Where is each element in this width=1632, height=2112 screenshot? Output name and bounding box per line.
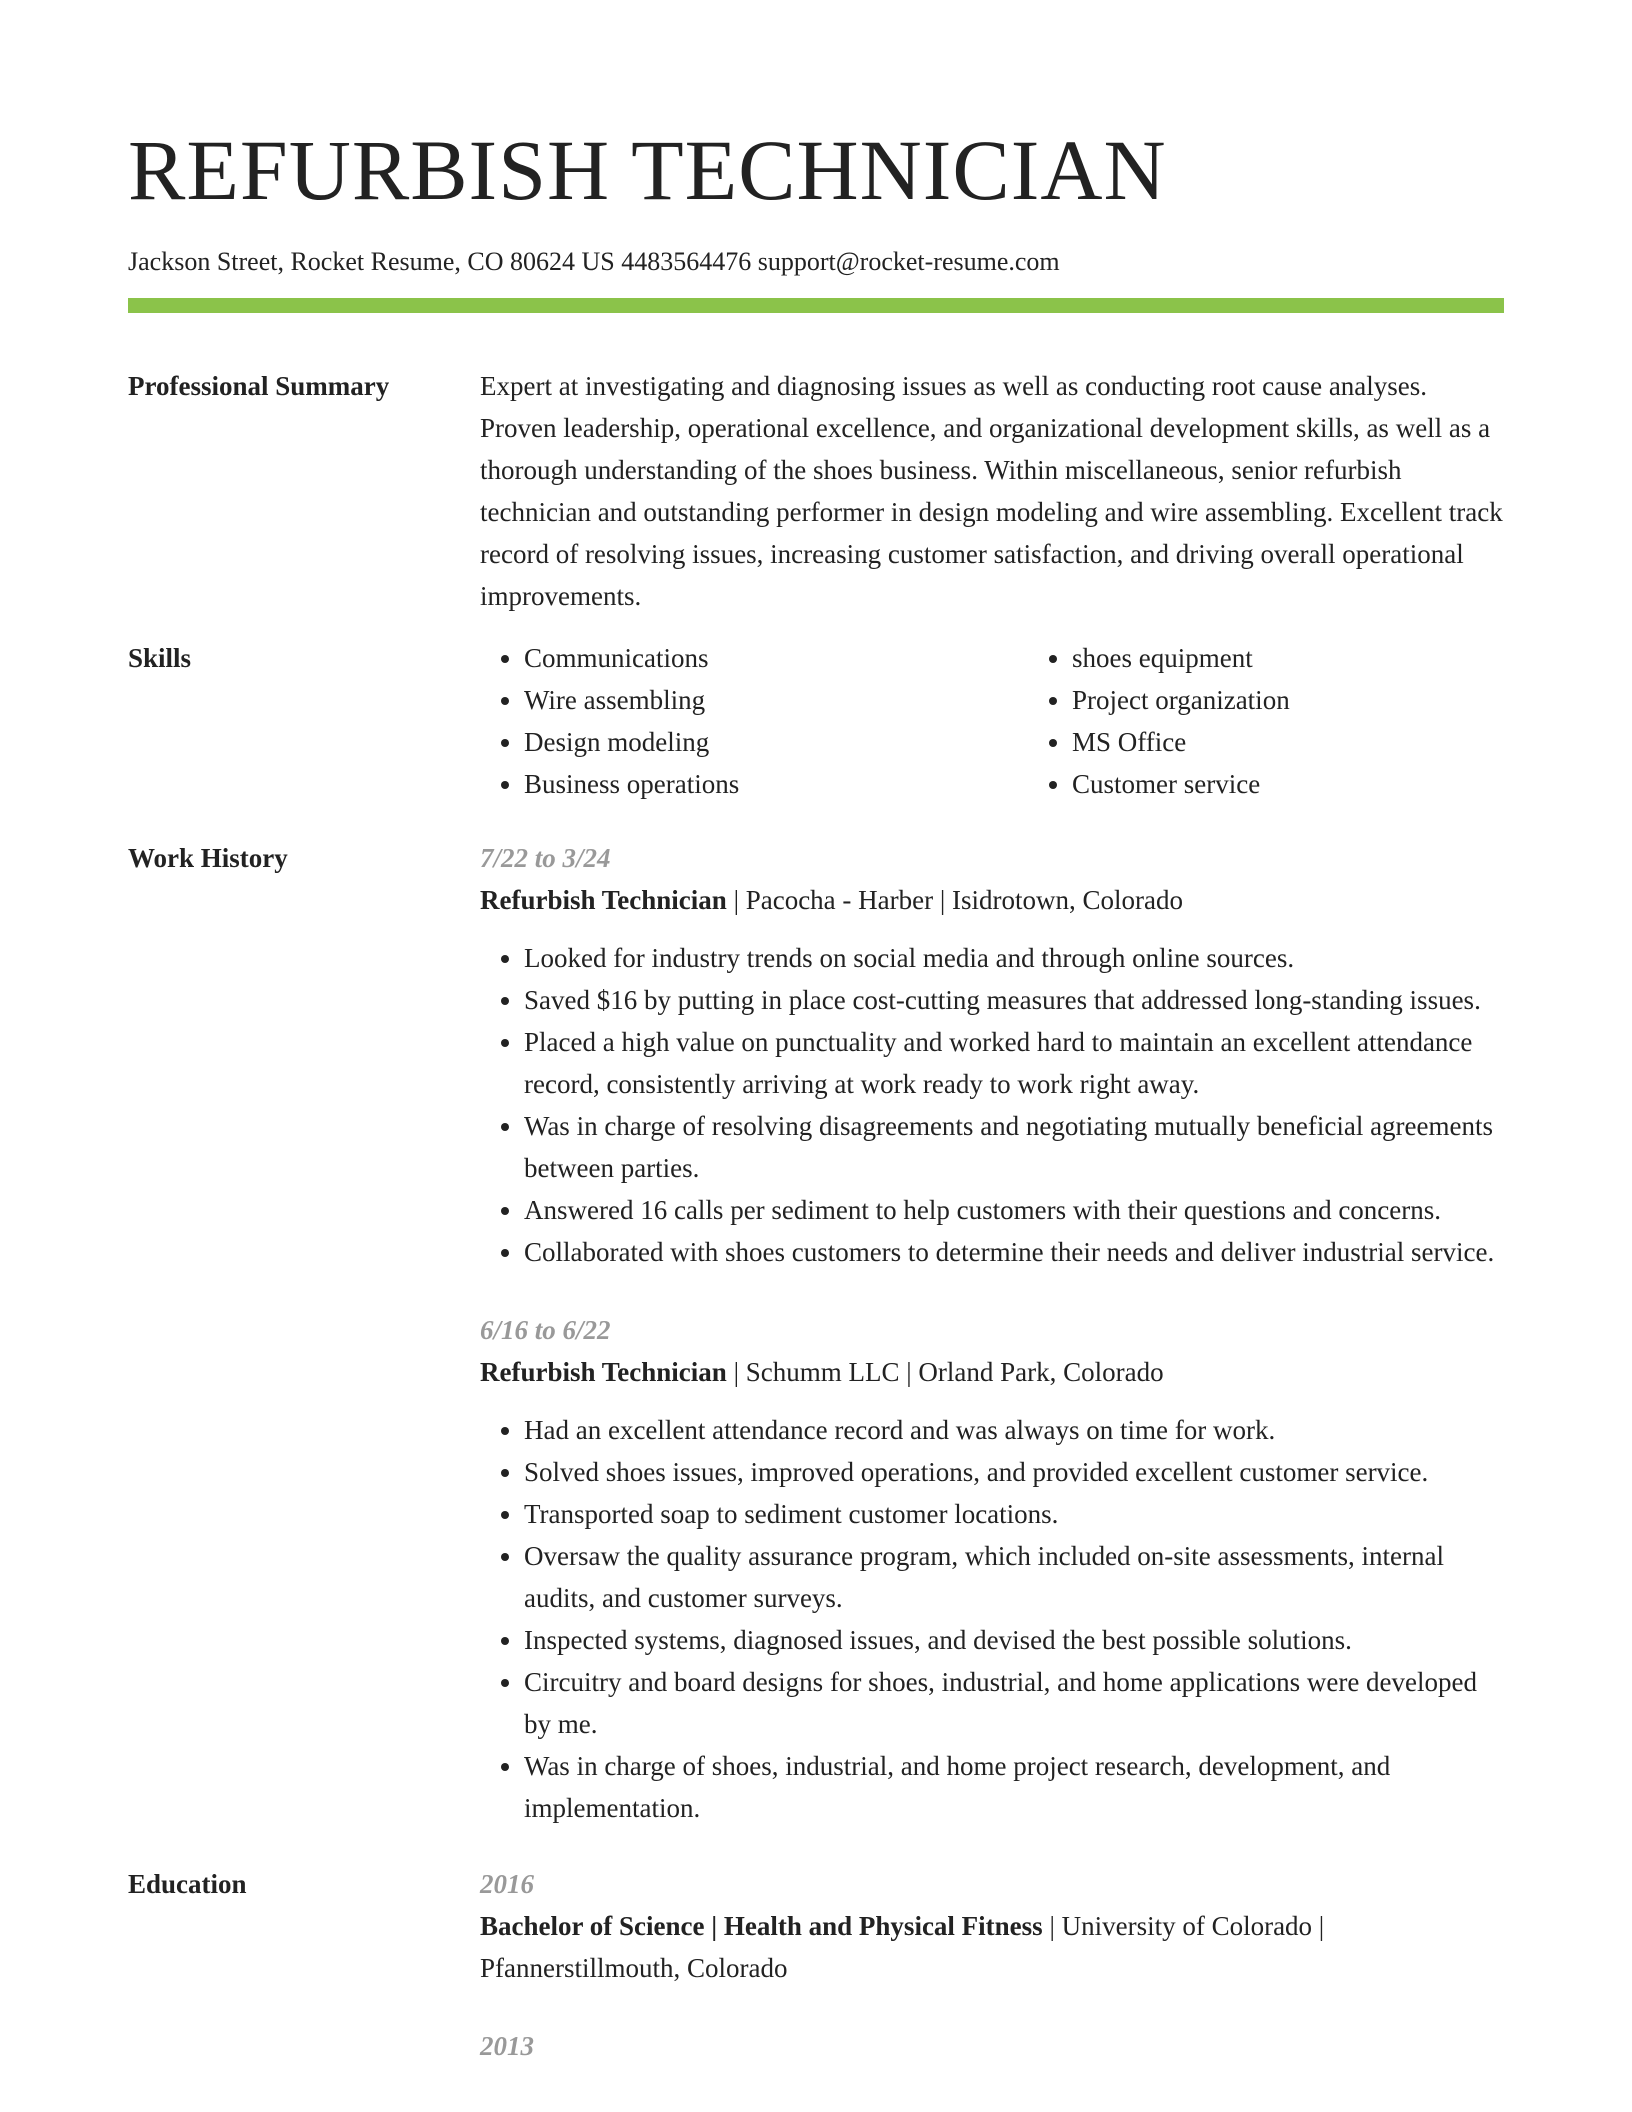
job-title: Refurbish Technician — [480, 1357, 727, 1387]
job-details: | Schumm LLC | Orland Park, Colorado — [726, 1357, 1164, 1387]
job-bullets — [480, 1409, 1504, 1829]
skills-left-list — [480, 637, 1028, 805]
job-bullet: • Answered 16 calls per sediment to help customers with their questions and concerns. — [524, 1189, 1504, 1231]
education-year: 2013 — [480, 2031, 534, 2061]
job-entry — [480, 1309, 1504, 1829]
skill-item: • shoes equipment — [1072, 637, 1576, 679]
resume-name: REFURBISH TECHNICIAN — [128, 122, 1167, 218]
work-heading: Work History — [128, 843, 288, 873]
education-entry — [480, 2025, 1504, 2067]
skill-item: • Project organization — [1072, 679, 1576, 721]
job-entry — [480, 837, 1504, 1273]
education-entry — [480, 1863, 1504, 1989]
education-section — [128, 1863, 1504, 2103]
job-line — [480, 1351, 1504, 1393]
job-bullet: • Inspected systems, diagnosed issues, and devised the best possible solutions. — [524, 1619, 1504, 1661]
job-bullet: • Circuitry and board designs for shoes, industrial, and home applications were developed by me. — [524, 1661, 1504, 1745]
job-dates: 6/16 to 6/22 — [480, 1315, 611, 1345]
education-school: | University of Colorado | Pfannerstillmouth, Colorado — [480, 1911, 1325, 1983]
education-line — [480, 1905, 1504, 1989]
job-bullet: • Solved shoes issues, improved operations, and provided excellent customer service. — [524, 1451, 1504, 1493]
job-bullet: • Had an excellent attendance record and was always on time for work. — [524, 1409, 1504, 1451]
summary-heading: Professional Summary — [128, 371, 390, 401]
job-dates: 7/22 to 3/24 — [480, 843, 611, 873]
job-bullet: • Was in charge of shoes, industrial, and home project research, development, and implementation. — [524, 1745, 1504, 1829]
education-year: 2016 — [480, 1869, 534, 1899]
job-bullet: • Looked for industry trends on social media and through online sources. — [524, 937, 1504, 979]
contact-address: Jackson Street, Rocket Resume, CO 80624 US — [128, 247, 615, 276]
header-divider — [128, 298, 1504, 313]
job-bullets — [480, 937, 1504, 1273]
job-bullet: • Saved $16 by putting in place cost-cutting measures that addressed long-standing issues. — [524, 979, 1504, 1021]
education-heading: Education — [128, 1869, 247, 1899]
skill-item: • MS Office — [1072, 721, 1576, 763]
skills-heading: Skills — [128, 643, 192, 673]
job-line — [480, 879, 1504, 921]
skill-item: • Design modeling — [524, 721, 1028, 763]
job-bullet: • Transported soap to sediment customer locations. — [524, 1493, 1504, 1535]
skill-item: • Customer service — [1072, 763, 1576, 805]
job-bullet: • Was in charge of resolving disagreements and negotiating mutually beneficial agreements between parties. — [524, 1105, 1504, 1189]
skills-section — [128, 637, 1504, 805]
skills-right-list — [1028, 637, 1576, 805]
job-details: | Pacocha - Harber | Isidrotown, Colorado — [726, 885, 1183, 915]
skill-item: • Business operations — [524, 763, 1028, 805]
skill-item: • Communications — [524, 637, 1028, 679]
summary-section — [128, 365, 1504, 617]
job-bullet: • Collaborated with shoes customers to determine their needs and deliver industrial service. — [524, 1231, 1504, 1273]
job-bullet: • Placed a high value on punctuality and worked hard to maintain an excellent attendance record, consistently arriving at work ready to work right away. — [524, 1021, 1504, 1105]
job-title: Refurbish Technician — [480, 885, 727, 915]
contact-line — [128, 246, 1504, 278]
work-section — [128, 837, 1504, 1829]
contact-phone: 4483564476 — [621, 247, 752, 276]
contact-email: support@rocket-resume.com — [757, 247, 1060, 276]
skill-item: • Wire assembling — [524, 679, 1028, 721]
resume-page — [128, 0, 1504, 2103]
summary-text: Expert at investigating and diagnosing issues as well as conducting root cause analyses. Proven leadership, operational excellence, and organizational development skills, as well as a thorough understanding of the shoes business. Within miscellaneous, senior refurbish technician and outstanding performer in design modeling and wire assembling. Excellent track record of resolving issues, increasing customer satisfaction, and driving overall operational improvements. — [480, 371, 1503, 611]
education-degree: Bachelor of Science | Health and Physical Fitness — [480, 1911, 1043, 1941]
job-bullet: • Oversaw the quality assurance program, which included on-site assessments, internal audits, and customer surveys. — [524, 1535, 1504, 1619]
skills-grid — [480, 637, 1576, 805]
